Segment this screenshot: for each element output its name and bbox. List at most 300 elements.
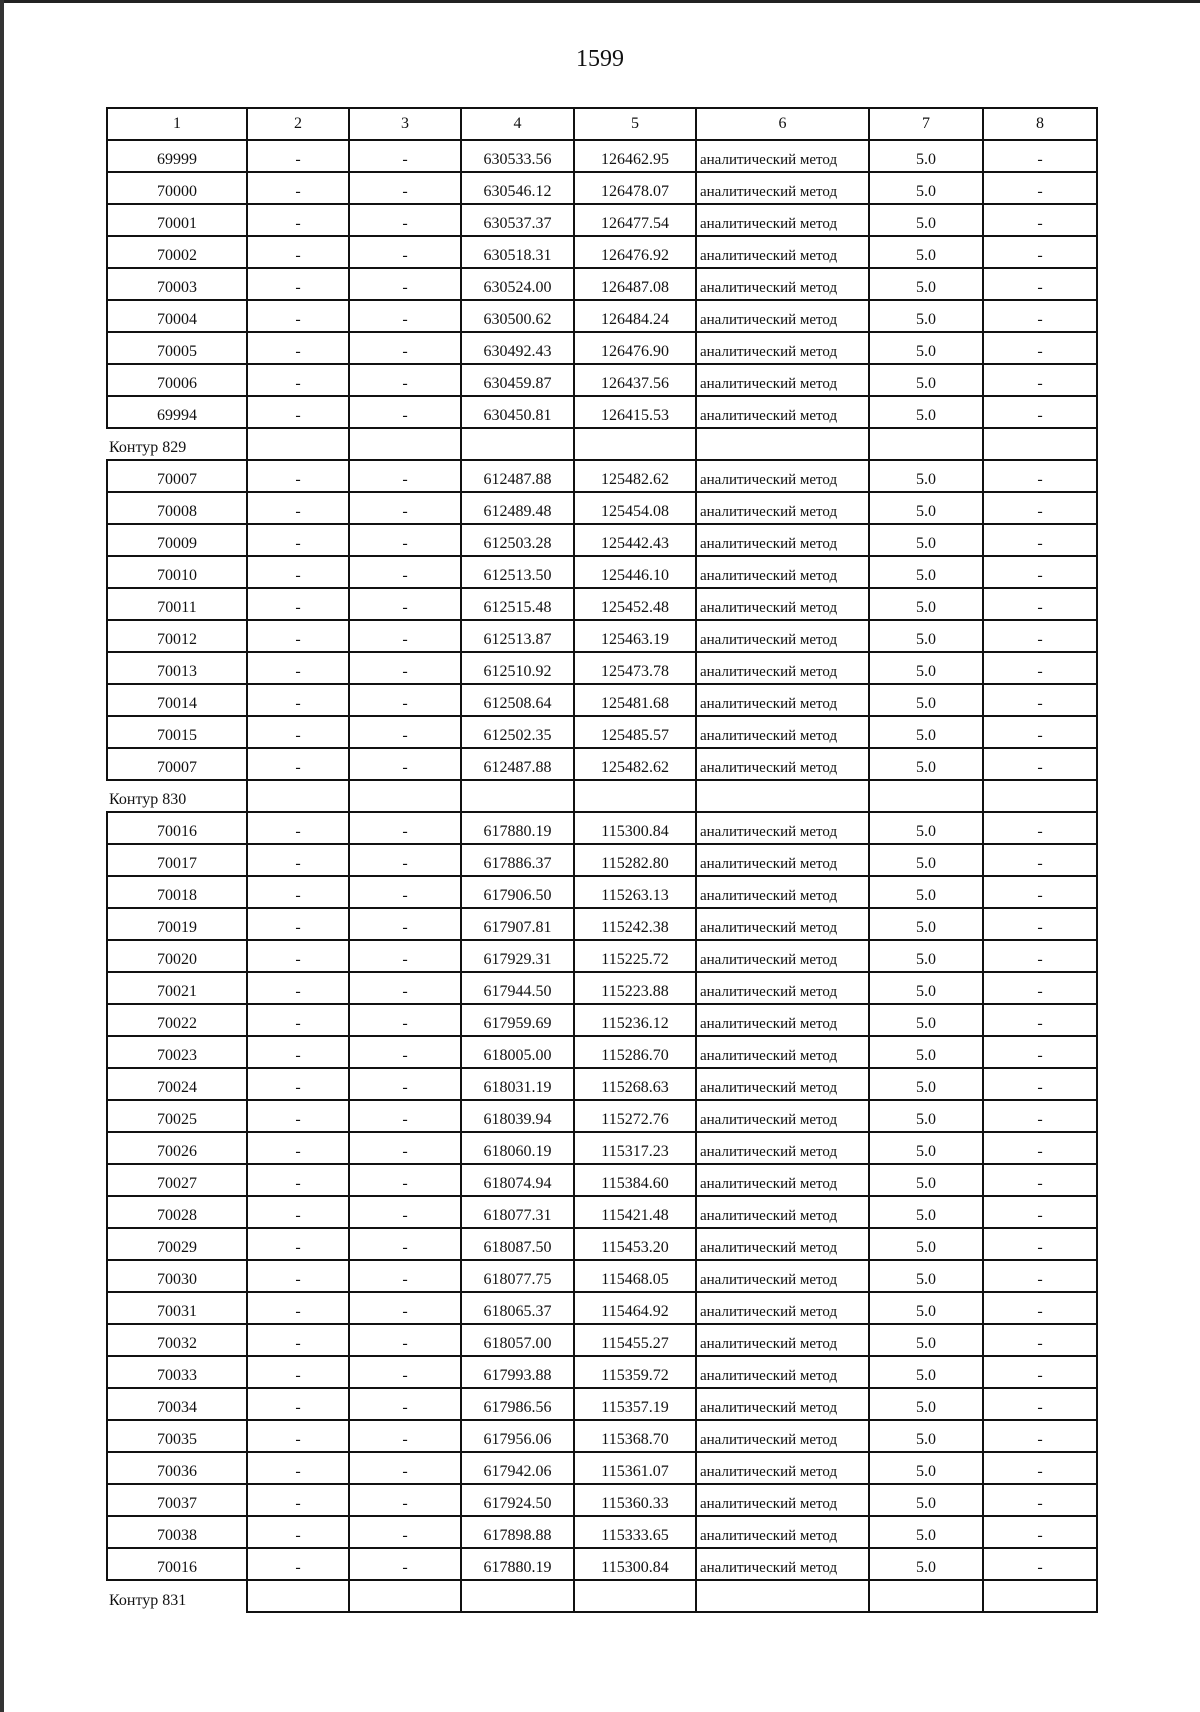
col8-cell: -	[983, 1516, 1097, 1548]
method-cell: аналитический метод	[696, 1292, 869, 1324]
x-coordinate-cell: 612508.64	[461, 684, 574, 716]
x-coordinate-cell: 612513.87	[461, 620, 574, 652]
col8-cell: -	[983, 716, 1097, 748]
y-coordinate-cell: 125446.10	[574, 556, 696, 588]
x-coordinate-cell: 618065.37	[461, 1292, 574, 1324]
x-coordinate-cell: 617924.50	[461, 1484, 574, 1516]
col2-cell: -	[247, 1292, 349, 1324]
method-cell: аналитический метод	[696, 1100, 869, 1132]
table-row	[107, 1292, 1097, 1324]
y-coordinate-cell: 115236.12	[574, 1004, 696, 1036]
x-coordinate-cell: 618060.19	[461, 1132, 574, 1164]
col8-cell: -	[983, 492, 1097, 524]
accuracy-cell: 5.0	[869, 1452, 983, 1484]
col3-cell: -	[349, 1420, 461, 1452]
x-coordinate-cell: 618087.50	[461, 1228, 574, 1260]
x-coordinate-cell: 612487.88	[461, 748, 574, 780]
point-number-cell: 70034	[107, 1388, 247, 1420]
col3-cell: -	[349, 716, 461, 748]
accuracy-cell: 5.0	[869, 1196, 983, 1228]
col2-cell: -	[247, 1132, 349, 1164]
table-row	[107, 652, 1097, 684]
point-number-cell: 70014	[107, 684, 247, 716]
col8-cell: -	[983, 1196, 1097, 1228]
table-row	[107, 876, 1097, 908]
header-cell: 4	[461, 108, 574, 140]
point-number-cell: 70010	[107, 556, 247, 588]
col2-cell: -	[247, 620, 349, 652]
col8-cell: -	[983, 1100, 1097, 1132]
col8-cell: -	[983, 460, 1097, 492]
method-cell: аналитический метод	[696, 588, 869, 620]
point-number-cell: 70000	[107, 172, 247, 204]
col3-cell: -	[349, 236, 461, 268]
accuracy-cell: 5.0	[869, 556, 983, 588]
x-coordinate-cell: 630492.43	[461, 332, 574, 364]
col2-cell: -	[247, 812, 349, 844]
empty-cell	[983, 1580, 1097, 1612]
col8-cell: -	[983, 1420, 1097, 1452]
accuracy-cell: 5.0	[869, 1228, 983, 1260]
table-row	[107, 716, 1097, 748]
x-coordinate-cell: 612487.88	[461, 460, 574, 492]
col8-cell: -	[983, 1004, 1097, 1036]
y-coordinate-cell: 115359.72	[574, 1356, 696, 1388]
y-coordinate-cell: 125481.68	[574, 684, 696, 716]
col2-cell: -	[247, 1452, 349, 1484]
x-coordinate-cell: 617898.88	[461, 1516, 574, 1548]
y-coordinate-cell: 126477.54	[574, 204, 696, 236]
col3-cell: -	[349, 1100, 461, 1132]
point-number-cell: 70008	[107, 492, 247, 524]
method-cell: аналитический метод	[696, 748, 869, 780]
x-coordinate-cell: 630518.31	[461, 236, 574, 268]
accuracy-cell: 5.0	[869, 652, 983, 684]
accuracy-cell: 5.0	[869, 1260, 983, 1292]
col8-cell: -	[983, 972, 1097, 1004]
y-coordinate-cell: 125482.62	[574, 460, 696, 492]
table-row	[107, 620, 1097, 652]
point-number-cell: 70005	[107, 332, 247, 364]
accuracy-cell: 5.0	[869, 1068, 983, 1100]
method-cell: аналитический метод	[696, 1420, 869, 1452]
col8-cell: -	[983, 1548, 1097, 1580]
point-number-cell: 70033	[107, 1356, 247, 1388]
table-row	[107, 300, 1097, 332]
table-row	[107, 972, 1097, 1004]
table-row	[107, 172, 1097, 204]
y-coordinate-cell: 115272.76	[574, 1100, 696, 1132]
x-coordinate-cell: 612513.50	[461, 556, 574, 588]
col3-cell: -	[349, 1388, 461, 1420]
table-row	[107, 908, 1097, 940]
x-coordinate-cell: 617880.19	[461, 1548, 574, 1580]
empty-cell	[869, 780, 983, 812]
table-row	[107, 1548, 1097, 1580]
accuracy-cell: 5.0	[869, 1388, 983, 1420]
x-coordinate-cell: 617959.69	[461, 1004, 574, 1036]
accuracy-cell: 5.0	[869, 172, 983, 204]
method-cell: аналитический метод	[696, 684, 869, 716]
col3-cell: -	[349, 908, 461, 940]
col8-cell: -	[983, 1228, 1097, 1260]
accuracy-cell: 5.0	[869, 396, 983, 428]
method-cell: аналитический метод	[696, 1196, 869, 1228]
method-cell: аналитический метод	[696, 172, 869, 204]
table-row	[107, 268, 1097, 300]
col8-cell: -	[983, 748, 1097, 780]
col3-cell: -	[349, 748, 461, 780]
empty-cell	[983, 428, 1097, 460]
point-number-cell: 70029	[107, 1228, 247, 1260]
point-number-cell: 70016	[107, 1548, 247, 1580]
col3-cell: -	[349, 1036, 461, 1068]
col2-cell: -	[247, 1100, 349, 1132]
table-row	[107, 1452, 1097, 1484]
point-number-cell: 70017	[107, 844, 247, 876]
accuracy-cell: 5.0	[869, 716, 983, 748]
point-number-cell: 70007	[107, 460, 247, 492]
col8-cell: -	[983, 1068, 1097, 1100]
col2-cell: -	[247, 684, 349, 716]
point-number-cell: 70025	[107, 1100, 247, 1132]
col3-cell: -	[349, 812, 461, 844]
y-coordinate-cell: 115300.84	[574, 1548, 696, 1580]
page-number: 1599	[576, 46, 624, 72]
x-coordinate-cell: 612515.48	[461, 588, 574, 620]
table-row	[107, 812, 1097, 844]
method-cell: аналитический метод	[696, 652, 869, 684]
y-coordinate-cell: 126478.07	[574, 172, 696, 204]
table-row	[107, 1324, 1097, 1356]
col3-cell: -	[349, 460, 461, 492]
col8-cell: -	[983, 364, 1097, 396]
table-row	[107, 1516, 1097, 1548]
col2-cell: -	[247, 1420, 349, 1452]
col3-cell: -	[349, 1516, 461, 1548]
method-cell: аналитический метод	[696, 1324, 869, 1356]
col8-cell: -	[983, 1356, 1097, 1388]
point-number-cell: 70026	[107, 1132, 247, 1164]
y-coordinate-cell: 125485.57	[574, 716, 696, 748]
col3-cell: -	[349, 396, 461, 428]
accuracy-cell: 5.0	[869, 1516, 983, 1548]
header-cell: 7	[869, 108, 983, 140]
y-coordinate-cell: 115268.63	[574, 1068, 696, 1100]
col3-cell: -	[349, 1484, 461, 1516]
x-coordinate-cell: 618039.94	[461, 1100, 574, 1132]
y-coordinate-cell: 126462.95	[574, 140, 696, 172]
x-coordinate-cell: 630533.56	[461, 140, 574, 172]
empty-cell	[247, 1580, 349, 1612]
y-coordinate-cell: 126437.56	[574, 364, 696, 396]
y-coordinate-cell: 115468.05	[574, 1260, 696, 1292]
col8-cell: -	[983, 300, 1097, 332]
empty-cell	[349, 428, 461, 460]
method-cell: аналитический метод	[696, 396, 869, 428]
point-number-cell: 70012	[107, 620, 247, 652]
col3-cell: -	[349, 1164, 461, 1196]
col8-cell: -	[983, 396, 1097, 428]
accuracy-cell: 5.0	[869, 748, 983, 780]
empty-cell	[696, 1580, 869, 1612]
method-cell: аналитический метод	[696, 332, 869, 364]
y-coordinate-cell: 125482.62	[574, 748, 696, 780]
method-cell: аналитический метод	[696, 460, 869, 492]
method-cell: аналитический метод	[696, 1004, 869, 1036]
y-coordinate-cell: 115333.65	[574, 1516, 696, 1548]
header-cell: 1	[107, 108, 247, 140]
col2-cell: -	[247, 1324, 349, 1356]
header-cell: 5	[574, 108, 696, 140]
y-coordinate-cell: 115282.80	[574, 844, 696, 876]
col3-cell: -	[349, 684, 461, 716]
col2-cell: -	[247, 460, 349, 492]
accuracy-cell: 5.0	[869, 1164, 983, 1196]
col2-cell: -	[247, 876, 349, 908]
y-coordinate-cell: 115464.92	[574, 1292, 696, 1324]
x-coordinate-cell: 630450.81	[461, 396, 574, 428]
method-cell: аналитический метод	[696, 1260, 869, 1292]
method-cell: аналитический метод	[696, 620, 869, 652]
table-row	[107, 524, 1097, 556]
col2-cell: -	[247, 844, 349, 876]
table-row	[107, 396, 1097, 428]
point-number-cell: 70007	[107, 748, 247, 780]
col3-cell: -	[349, 1548, 461, 1580]
point-number-cell: 70006	[107, 364, 247, 396]
x-coordinate-cell: 617886.37	[461, 844, 574, 876]
col2-cell: -	[247, 748, 349, 780]
col8-cell: -	[983, 172, 1097, 204]
accuracy-cell: 5.0	[869, 588, 983, 620]
table-row	[107, 1100, 1097, 1132]
method-cell: аналитический метод	[696, 716, 869, 748]
col3-cell: -	[349, 1196, 461, 1228]
method-cell: аналитический метод	[696, 1548, 869, 1580]
method-cell: аналитический метод	[696, 1068, 869, 1100]
col8-cell: -	[983, 812, 1097, 844]
method-cell: аналитический метод	[696, 204, 869, 236]
point-number-cell: 70037	[107, 1484, 247, 1516]
col3-cell: -	[349, 204, 461, 236]
y-coordinate-cell: 115361.07	[574, 1452, 696, 1484]
col3-cell: -	[349, 1132, 461, 1164]
empty-cell	[574, 428, 696, 460]
x-coordinate-cell: 618031.19	[461, 1068, 574, 1100]
point-number-cell: 70027	[107, 1164, 247, 1196]
accuracy-cell: 5.0	[869, 1324, 983, 1356]
y-coordinate-cell: 125473.78	[574, 652, 696, 684]
y-coordinate-cell: 126476.92	[574, 236, 696, 268]
method-cell: аналитический метод	[696, 940, 869, 972]
col3-cell: -	[349, 268, 461, 300]
x-coordinate-cell: 617942.06	[461, 1452, 574, 1484]
col2-cell: -	[247, 172, 349, 204]
table-row	[107, 1260, 1097, 1292]
accuracy-cell: 5.0	[869, 364, 983, 396]
col2-cell: -	[247, 364, 349, 396]
col8-cell: -	[983, 620, 1097, 652]
header-cell: 6	[696, 108, 869, 140]
table-row	[107, 1036, 1097, 1068]
col2-cell: -	[247, 556, 349, 588]
header-cell: 3	[349, 108, 461, 140]
y-coordinate-cell: 126484.24	[574, 300, 696, 332]
col2-cell: -	[247, 1068, 349, 1100]
header-cell: 8	[983, 108, 1097, 140]
col8-cell: -	[983, 1036, 1097, 1068]
col2-cell: -	[247, 204, 349, 236]
y-coordinate-cell: 115368.70	[574, 1420, 696, 1452]
accuracy-cell: 5.0	[869, 204, 983, 236]
y-coordinate-cell: 126476.90	[574, 332, 696, 364]
x-coordinate-cell: 630459.87	[461, 364, 574, 396]
empty-cell	[461, 428, 574, 460]
point-number-cell: 70004	[107, 300, 247, 332]
table-row	[107, 940, 1097, 972]
accuracy-cell: 5.0	[869, 1036, 983, 1068]
col2-cell: -	[247, 1164, 349, 1196]
table-row	[107, 204, 1097, 236]
accuracy-cell: 5.0	[869, 684, 983, 716]
col8-cell: -	[983, 876, 1097, 908]
empty-cell	[247, 780, 349, 812]
col8-cell: -	[983, 236, 1097, 268]
point-number-cell: 70003	[107, 268, 247, 300]
col8-cell: -	[983, 844, 1097, 876]
method-cell: аналитический метод	[696, 524, 869, 556]
table-row	[107, 332, 1097, 364]
col3-cell: -	[349, 140, 461, 172]
table-row	[107, 492, 1097, 524]
point-number-cell: 70001	[107, 204, 247, 236]
col8-cell: -	[983, 1132, 1097, 1164]
scan-left-edge	[0, 0, 4, 1712]
method-cell: аналитический метод	[696, 844, 869, 876]
y-coordinate-cell: 125442.43	[574, 524, 696, 556]
col2-cell: -	[247, 396, 349, 428]
point-number-cell: 70009	[107, 524, 247, 556]
x-coordinate-cell: 617993.88	[461, 1356, 574, 1388]
accuracy-cell: 5.0	[869, 460, 983, 492]
col2-cell: -	[247, 908, 349, 940]
col3-cell: -	[349, 1068, 461, 1100]
table-row	[107, 1068, 1097, 1100]
y-coordinate-cell: 125454.08	[574, 492, 696, 524]
col8-cell: -	[983, 1388, 1097, 1420]
contour-row	[107, 1580, 1097, 1612]
col2-cell: -	[247, 268, 349, 300]
method-cell: аналитический метод	[696, 364, 869, 396]
x-coordinate-cell: 617906.50	[461, 876, 574, 908]
col3-cell: -	[349, 1228, 461, 1260]
point-number-cell: 70024	[107, 1068, 247, 1100]
contour-row	[107, 780, 1097, 812]
table-row	[107, 1420, 1097, 1452]
method-cell: аналитический метод	[696, 1356, 869, 1388]
empty-cell	[461, 780, 574, 812]
accuracy-cell: 5.0	[869, 876, 983, 908]
point-number-cell: 69994	[107, 396, 247, 428]
col8-cell: -	[983, 652, 1097, 684]
coordinates-table	[106, 107, 1098, 1613]
x-coordinate-cell: 618005.00	[461, 1036, 574, 1068]
col3-cell: -	[349, 556, 461, 588]
table-row	[107, 236, 1097, 268]
x-coordinate-cell: 617956.06	[461, 1420, 574, 1452]
col3-cell: -	[349, 1452, 461, 1484]
col2-cell: -	[247, 332, 349, 364]
table-body	[107, 108, 1097, 1612]
point-number-cell: 70020	[107, 940, 247, 972]
y-coordinate-cell: 125452.48	[574, 588, 696, 620]
point-number-cell: 70038	[107, 1516, 247, 1548]
method-cell: аналитический метод	[696, 1132, 869, 1164]
y-coordinate-cell: 126487.08	[574, 268, 696, 300]
col3-cell: -	[349, 844, 461, 876]
col8-cell: -	[983, 1260, 1097, 1292]
col2-cell: -	[247, 140, 349, 172]
col3-cell: -	[349, 1324, 461, 1356]
col2-cell: -	[247, 1228, 349, 1260]
x-coordinate-cell: 618077.31	[461, 1196, 574, 1228]
col8-cell: -	[983, 268, 1097, 300]
y-coordinate-cell: 115357.19	[574, 1388, 696, 1420]
method-cell: аналитический метод	[696, 1164, 869, 1196]
method-cell: аналитический метод	[696, 812, 869, 844]
x-coordinate-cell: 617929.31	[461, 940, 574, 972]
contour-row	[107, 428, 1097, 460]
accuracy-cell: 5.0	[869, 1132, 983, 1164]
y-coordinate-cell: 115300.84	[574, 812, 696, 844]
col2-cell: -	[247, 1196, 349, 1228]
table-header-row	[107, 108, 1097, 140]
point-number-cell: 70018	[107, 876, 247, 908]
table-row	[107, 1164, 1097, 1196]
x-coordinate-cell: 612489.48	[461, 492, 574, 524]
accuracy-cell: 5.0	[869, 972, 983, 1004]
contour-label: Контур 831	[107, 1580, 247, 1612]
accuracy-cell: 5.0	[869, 268, 983, 300]
method-cell: аналитический метод	[696, 492, 869, 524]
accuracy-cell: 5.0	[869, 236, 983, 268]
accuracy-cell: 5.0	[869, 620, 983, 652]
col8-cell: -	[983, 1324, 1097, 1356]
table-row	[107, 748, 1097, 780]
x-coordinate-cell: 618077.75	[461, 1260, 574, 1292]
point-number-cell: 70023	[107, 1036, 247, 1068]
col2-cell: -	[247, 1356, 349, 1388]
point-number-cell: 70030	[107, 1260, 247, 1292]
empty-cell	[869, 1580, 983, 1612]
col3-cell: -	[349, 620, 461, 652]
y-coordinate-cell: 126415.53	[574, 396, 696, 428]
empty-cell	[574, 780, 696, 812]
col2-cell: -	[247, 588, 349, 620]
table-row	[107, 844, 1097, 876]
col2-cell: -	[247, 1484, 349, 1516]
table-row	[107, 460, 1097, 492]
accuracy-cell: 5.0	[869, 844, 983, 876]
col3-cell: -	[349, 364, 461, 396]
col8-cell: -	[983, 1484, 1097, 1516]
method-cell: аналитический метод	[696, 140, 869, 172]
point-number-cell: 69999	[107, 140, 247, 172]
accuracy-cell: 5.0	[869, 332, 983, 364]
col3-cell: -	[349, 1356, 461, 1388]
empty-cell	[247, 428, 349, 460]
